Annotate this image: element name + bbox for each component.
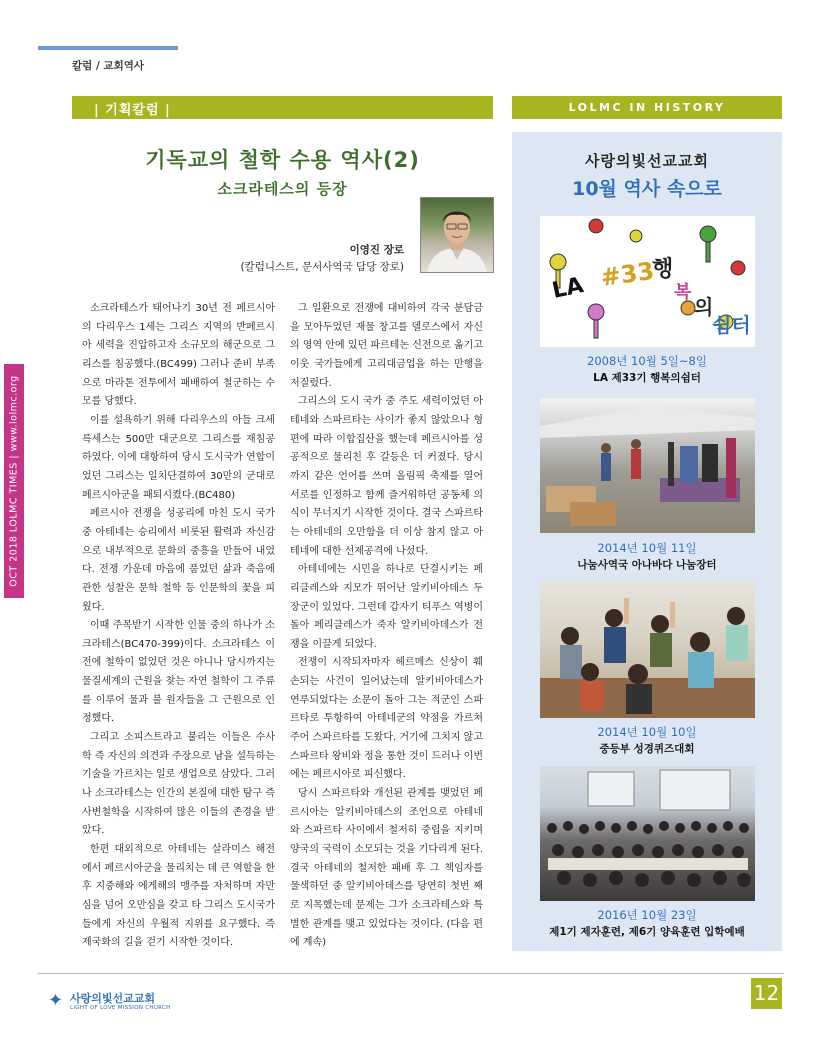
column-tag: | 기획칼럼 |: [94, 103, 171, 118]
author-name: 이영진 장로: [349, 244, 404, 256]
column-tag-bar: [72, 96, 493, 119]
article-title: 기독교의 철학 수용 역사(2): [145, 148, 420, 172]
history-photo-1: [540, 216, 755, 347]
page-number-box: [751, 978, 782, 1009]
sidebar-header-label: LOLMC IN HISTORY: [568, 101, 726, 114]
history-title-3: 중등부 성경퀴즈대회: [599, 743, 695, 755]
author-role: (칼럼니스트, 문서사역국 담당 장로): [240, 261, 404, 273]
article-paragraph: 페르시아 전쟁을 성공리에 마친 도시 국가 중 아테네는 승리에서 비롯된 활력과 자신감으로 내부적으로 문화의 중흥을 만들어 내었다. 전쟁 가운데 마음에 품었던 삶과 죽음에 관한 성찰은 문학 철학 등 인문학의 꽃을 피웠다.: [82, 508, 275, 613]
history-date-4: 2016년 10월 23일: [597, 908, 697, 922]
history-date-2: 2014년 10월 11일: [597, 541, 697, 555]
market-photo-image: [540, 398, 755, 533]
svg-text:#33: #33: [598, 256, 656, 292]
article-paragraph: 그리스의 도시 국가 중 주도 세력이었던 아테네와 스파르타는 사이가 좋지 않았으나 형편에 따라 이합집산을 했는데 페르시아를 성공적으로 물리친 후 갈등은 더 커졌다. 당시까지 같은 언어를 쓰며 올림픽 축제를 열어 서로를 인정하고 함께 즐거워하던 공동체 의식이 무너지기 시작한 것이다. 결국 스파르타는 아테네의 오만함을 더 이상 참지 않고 아테네에 대한 선제공격에 나섰다.: [290, 396, 483, 557]
footer-divider: [38, 973, 784, 974]
article-column-2: [290, 300, 483, 953]
history-photo-3: [540, 582, 755, 718]
article-column-1: [82, 300, 275, 953]
history-date-3: 2014년 10월 10일: [597, 725, 697, 739]
author-block: [232, 242, 404, 276]
bible-quiz-photo-image: [540, 582, 755, 718]
article-paragraph: 당시 스파르타와 개선된 관계를 맺었던 페르시아는 알키비아데스의 조언으로 아테네와 스파르타 사이에서 철저히 중립을 지키며 양국의 국력이 소모되는 것을 기다리게 된다. 결국 아테네의 철저한 패배 후 그 책임자를 물색하던 중 알키비아데스를 당연히 첫번 째로 지목했는데 문제는 그가 소크라테스와 특별한 관계를 맺고 있었다는 것이다. (다음 편에 계속): [290, 788, 483, 949]
svg-text:의: 의: [694, 295, 714, 319]
history-title-2: 나눔사역국 아나바다 나눔장터: [577, 559, 717, 571]
page-number: 12: [753, 981, 780, 1005]
svg-text:복: 복: [674, 282, 692, 303]
group-photo-image: [540, 766, 755, 901]
author-portrait-image: [421, 198, 493, 272]
article-paragraph: 그 일환으로 전쟁에 대비하여 각국 분담금을 모아두었던 재물 창고를 델로스에서 자신의 영역 안에 있던 파르테논 신전으로 옮기고 이웃 국가들에게 고리대금업을 하는 만행을 저질렀다.: [290, 303, 483, 389]
article-paragraph: 그리고 소피스트라고 불리는 이들은 수사학 즉 자신의 의견과 주장으로 남을 설득하는 기술을 가르치는 일로 생업으로 삼았다. 그러나 소크라테스는 인간의 본질에 대한 탐구 즉 사변철학을 시작하여 많은 이들의 존경을 받았다.: [82, 732, 275, 837]
sidebar-heading-church: 사랑의빛선교교회: [585, 152, 709, 170]
svg-text:LA: LA: [550, 272, 586, 304]
article-subtitle: 소크라테스의 등장: [217, 180, 348, 198]
vertical-edition-tab: [4, 364, 24, 598]
article-paragraph: 한편 대외적으로 아테네는 살라미스 해전에서 페르시아군을 물리치는 데 큰 역할을 한 후 지중해와 에게해의 맹주를 자처하며 자만심을 넘어 오만심을 갖고 타 그리스 도시국가들에게 자신의 우월적 지위를 요구했다. 즉 제국화의 길을 걷기 시작한 것이다.: [82, 844, 275, 949]
history-date-1: 2008년 10월 5일~8일: [587, 354, 707, 368]
logo-english: LIGHT OF LOVE MISSION CHURCH: [70, 1005, 171, 1011]
article-paragraph: 아테네에는 시민을 하나로 단결시키는 페리클레스와 지모가 뛰어난 알키비아데스 두 장군이 있었다. 그런데 갑자기 티푸스 역병이 돌아 페리클레스가 죽자 알키비아데스가 전쟁을 이끌게 되었다.: [290, 564, 483, 650]
history-title-4: 제1기 제자훈련, 제6기 양육훈련 입학예배: [549, 926, 745, 938]
article-paragraph: 소크라테스가 태어나기 30년 전 페르시아의 다리우스 1세는 그리스 지역의 반페르시아 세력을 진압하고자 소규모의 해군으로 그리스를 침공했다.(BC499) 그러나 준비 부족으로 마라톤 전투에서 패배하여 철군하는 수모를 당했다.: [82, 303, 275, 408]
article-paragraph: 전쟁이 시작되자마자 헤르메스 신상이 훼손되는 사건이 일어났는데 알키비아데스가 연루되었다는 소문이 돌아 그는 적군인 스파르타로 투항하여 아테네군의 약점을 가르쳐 주어 스파르타를 도왔다. 거기에 그치지 않고 스파르타 왕비와 정을 통한 것이 드러나 이번에는 페르시아로 피신했다.: [290, 657, 483, 781]
sidebar-header-bar: [512, 96, 782, 119]
dove-icon: ✦: [48, 990, 64, 1011]
church-logo: [48, 988, 188, 1014]
section-label: 칼럼 / 교회역사: [72, 60, 145, 72]
sidebar-heading-october: 10월 역사 속으로: [572, 178, 722, 200]
history-photo-4: [540, 766, 755, 901]
history-photo-2: [540, 398, 755, 533]
svg-text:쉼터: 쉼터: [712, 313, 751, 337]
article-paragraph: 이때 주목받기 시작한 인물 중의 하나가 소크라테스(BC470-399)이다. 소크라테스 이전에 철학이 없었던 것은 아니나 당시까지는 물질세계의 근원을 찾는 자연 철학이 그 주류를 이루어 물과 불 원자들을 그 근원으로 인정했다.: [82, 620, 275, 725]
header-accent-bar: [38, 46, 178, 50]
vertical-edition-label: OCT 2018 LOLMC TIMES | www.lolmc.org: [8, 375, 20, 587]
logo-korean: 사랑의빛선교교회: [70, 992, 156, 1005]
history-title-1: LA 제33기 행복의쉼터: [593, 372, 701, 384]
article-paragraph: 이를 설욕하기 위해 다리우스의 아들 크세륵세스는 500만 대군으로 그리스를 재침공하였다. 이에 대항하여 당시 도시국가 연합이었던 그리스는 일치단결하여 30만의 군대로 페르시아군을 패퇴시켰다.(BC480): [82, 414, 275, 501]
happy-retreat-logo-graphic: [540, 216, 755, 347]
svg-text:행: 행: [652, 257, 674, 282]
author-photo: [420, 197, 494, 273]
